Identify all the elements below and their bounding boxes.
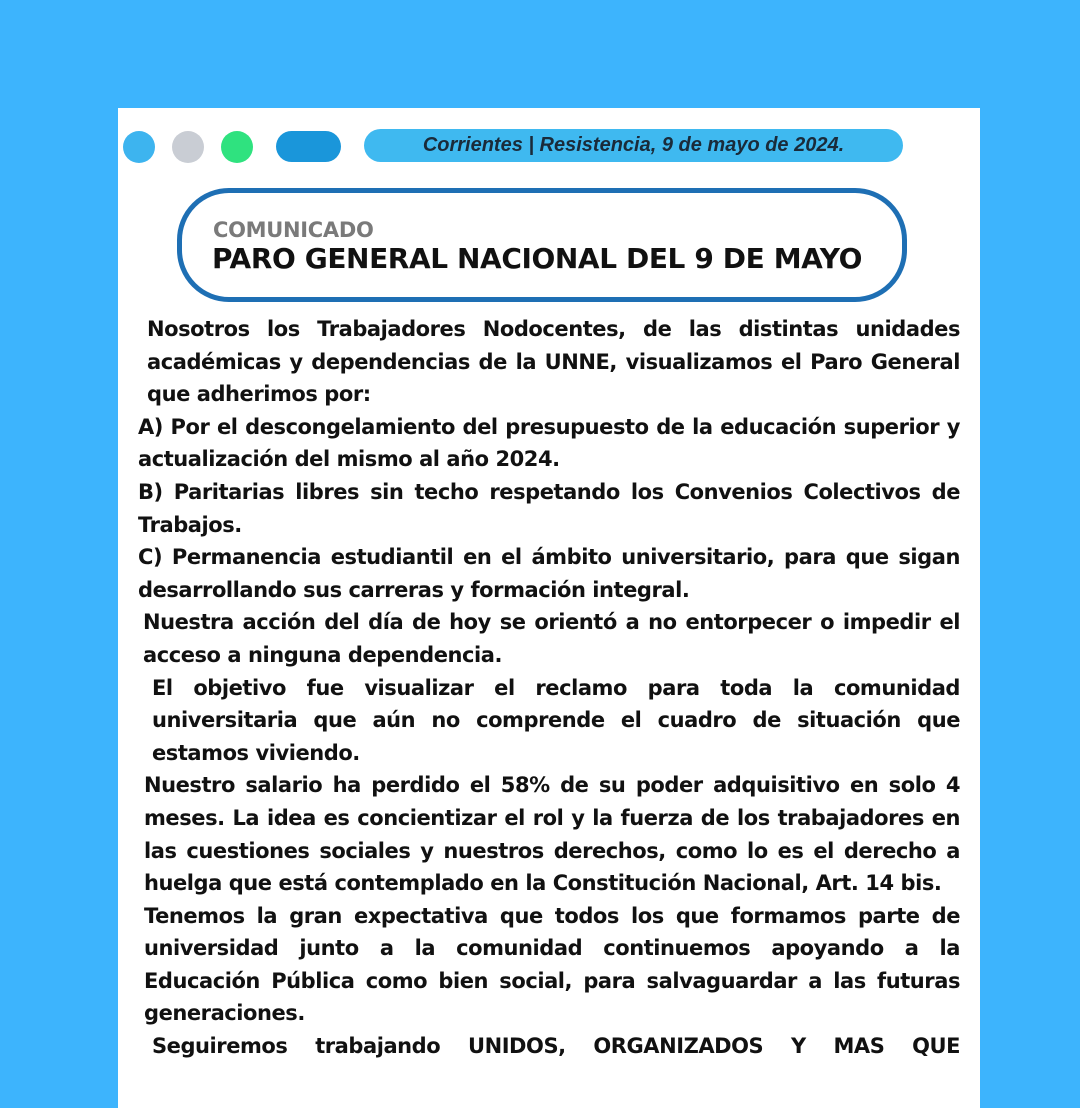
body-paragraph: Tenemos la gran expectativa que todos los que formamos parte de universidad junto a la comunidad continuemos apoyando a la Educación Pública como bien social, para salvaguardar a las futuras generaciones. <box>144 903 960 1026</box>
decor-dot-gray <box>172 131 204 163</box>
title-box <box>177 188 907 302</box>
body-paragraph: Nosotros los Trabajadores Nodocentes, de las distintas unidades académicas y dependencias de la UNNE, visualizamos el Paro General que adherimos por: <box>147 317 960 407</box>
date-text: Corrientes | Resistencia, 9 de mayo de 2024. <box>422 134 845 156</box>
body-paragraph: A) Por el descongelamiento del presupuesto de la educación superior y actualización del mismo al año 2024. <box>138 414 960 472</box>
body-paragraph: Nuestra acción del día de hoy se orientó a no entorpecer o impedir el acceso a ninguna dependencia. <box>143 610 960 667</box>
body-paragraph: El objetivo fue visualizar el reclamo para toda la comunidad universitaria que aún no comprende el cuadro de situación que estamos viviendo. <box>152 675 960 765</box>
decor-pill <box>276 131 341 162</box>
communique-card <box>118 108 980 1108</box>
decor-dot-blue <box>123 131 155 163</box>
decor-dot-green <box>221 131 253 163</box>
page-title: PARO GENERAL NACIONAL DEL 9 DE MAYO <box>212 242 863 275</box>
body-paragraph: B) Paritarias libres sin techo respetando los Convenios Colectivos de Trabajos. <box>138 479 960 537</box>
date-banner <box>364 129 903 162</box>
body-paragraph: Nuestro salario ha perdido el 58% de su poder adquisitivo en solo 4 meses. La idea es concientizar el rol y la fuerza de los trabajadores en las cuestiones sociales y nuestros derechos, como lo es el derecho a huelga que está contemplado en la Constitución Nacional, Art. 14 bis. <box>144 773 960 896</box>
title-kicker: COMUNICADO <box>213 218 374 242</box>
body-paragraph: Seguiremos trabajando UNIDOS, ORGANIZADOS Y MAS QUE <box>152 1034 960 1059</box>
communique-body <box>138 313 960 1063</box>
body-paragraph: C) Permanencia estudiantil en el ámbito universitario, para que sigan desarrollando sus carreras y formación integral. <box>138 545 960 602</box>
